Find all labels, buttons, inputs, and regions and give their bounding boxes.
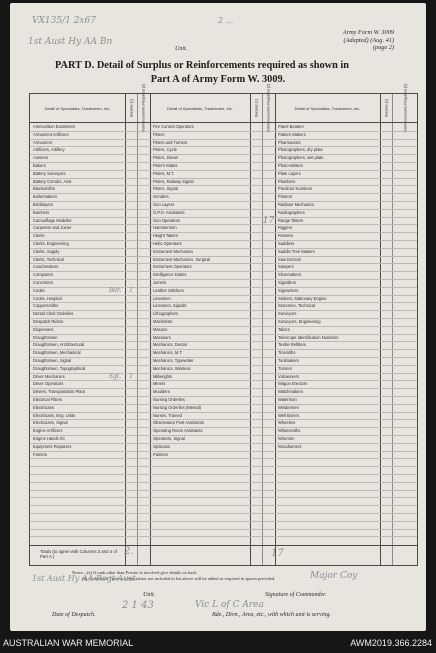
table-row-label: Electrical Fitters bbox=[33, 397, 63, 402]
table-row-label: Storemen, Technical bbox=[278, 303, 316, 309]
table-row-label: Saw Doctors bbox=[278, 256, 302, 262]
table-row-label: Intelligence Duties bbox=[153, 272, 187, 278]
table-row-label: Driver Mechanics bbox=[33, 373, 65, 379]
table-row-label: Boilermakers bbox=[33, 194, 57, 200]
table-row-label: Saddlers bbox=[278, 241, 295, 246]
table-row-label: Electricians bbox=[33, 404, 54, 410]
table-row-label: Gun Operators bbox=[153, 217, 181, 223]
note-b: (b) Authorised Trades or Specialists not included in list above will be added as required in spaces provided. bbox=[82, 576, 276, 581]
table-row-label: Driver Operators bbox=[33, 381, 64, 387]
table-row-label: Tinsmiths bbox=[278, 350, 296, 356]
table-row-label: Stokers, Stationary Engine bbox=[278, 295, 327, 301]
handwritten-count: 17 bbox=[262, 215, 275, 226]
form-sheet bbox=[10, 3, 426, 631]
table-row-label: Fitters, Signal bbox=[153, 186, 179, 192]
table-row-label: G.P.O. Assistants bbox=[153, 209, 185, 215]
archive-name: AUSTRALIAN WAR MEMORIAL bbox=[3, 638, 134, 648]
table-row-label: Predictor Numbers bbox=[278, 186, 313, 192]
table-row-label: Draughtsmen, Signal bbox=[33, 358, 72, 363]
handwritten-count: 1 bbox=[129, 372, 133, 380]
table-row-label: Waterman bbox=[278, 397, 297, 402]
total-required-col2: 17 bbox=[271, 548, 284, 559]
col-header-required-2: Reinforcements Required (2) bbox=[266, 83, 271, 133]
table-row-label: Hammermen bbox=[153, 225, 177, 231]
handwritten-footer-unit: 1st Aust Hy AA Regt Aust bbox=[32, 574, 136, 583]
table-row-label: Telescope Identification Numbers bbox=[278, 334, 339, 340]
table-row-label: Draughtsmen, Topographical bbox=[33, 365, 86, 371]
table-row-label: Equipment Repairers bbox=[33, 443, 72, 449]
col-header-surplus-2: Surplus (1) bbox=[254, 98, 259, 118]
table-row-label: Electricians, Eng. Units bbox=[33, 412, 76, 418]
handwritten-unit-name: 1st Aust Hy AA Bn bbox=[28, 37, 113, 47]
table-row-label: Helio Operators bbox=[153, 241, 182, 246]
table-row-label: Clerks, Supply bbox=[33, 248, 60, 254]
table-row-label: Camouflage Modeller bbox=[33, 217, 72, 223]
specialists-table bbox=[29, 83, 418, 566]
table-row-label: Armourers bbox=[33, 139, 53, 145]
col-header-detail-3: Detail of Specialists, Tradesmen, etc. bbox=[294, 105, 361, 111]
handwritten-count: 1 bbox=[129, 286, 133, 294]
form-adaptation: (Adapted) (Aug. 41) bbox=[343, 36, 394, 44]
total-surplus-col1: 2. bbox=[124, 546, 134, 557]
table-row-label: Joiners bbox=[153, 280, 167, 285]
table-row-label: Pattern Makers bbox=[278, 131, 306, 137]
table-row-label: Pharmacists bbox=[278, 139, 301, 145]
table-row-label: Fitter's Mates bbox=[153, 163, 178, 168]
row-divider bbox=[30, 529, 417, 530]
table-row-label: Dental Clerk Orderlies bbox=[33, 311, 74, 317]
table-row-label: Leather Stitchers bbox=[153, 287, 184, 293]
table-row-label: Tailors bbox=[278, 326, 290, 332]
table-row-label: Blacksmiths bbox=[33, 186, 55, 192]
table-row-label: Electricians, Signal bbox=[33, 420, 68, 426]
table-row-label: Engine Artificers bbox=[33, 428, 63, 434]
row-divider bbox=[30, 466, 417, 467]
table-row-label: Panel Beaters bbox=[278, 124, 304, 129]
table-row-label: Battery Surveyors bbox=[33, 170, 66, 176]
table-row-label: Coachmakers bbox=[33, 264, 59, 270]
table-row-label: Mechanics, Dental bbox=[153, 342, 187, 348]
handwritten-signature: Major Coy bbox=[310, 571, 358, 581]
table-row-label: Nurses, Trained bbox=[153, 412, 182, 418]
table-row-label: Nursing Orderlies bbox=[153, 397, 185, 402]
table-row-label: Carpenter and Joiner bbox=[33, 225, 72, 231]
table-row-label: Draughtsmen, Arch/Sectural bbox=[33, 342, 85, 348]
table-row-label: Cooks bbox=[33, 287, 45, 293]
table-row-label: Engine Hands I/C bbox=[33, 436, 66, 441]
table-row-label: Photo-Writers bbox=[278, 163, 303, 168]
footer-formation-label: Bde., Divn., Area, etc., with which unit is serving. bbox=[212, 612, 331, 618]
table-row-label: Plumbers bbox=[278, 178, 296, 184]
handwritten-formation: Vic L of C Area bbox=[195, 600, 264, 610]
table-row-label: Linesmen bbox=[153, 295, 171, 301]
col-header-required-1: Reinforcements Required (2) bbox=[141, 83, 146, 133]
table-row-label: Whitesmiths bbox=[278, 428, 301, 434]
table-row-label: Miners bbox=[153, 381, 166, 387]
table-row-label: Watchmakers bbox=[278, 389, 303, 395]
col-header-detail-1: Detail of Specialists, Tradesmen, etc. bbox=[44, 105, 111, 111]
table-row-label: Textile Refitters bbox=[278, 342, 306, 348]
table-row-label: Fitters bbox=[153, 131, 165, 137]
row-divider bbox=[30, 521, 417, 522]
table-row-label: Axemen bbox=[33, 155, 49, 161]
table-row-label: Fitters, M.T. bbox=[153, 170, 175, 176]
row-divider bbox=[30, 482, 417, 483]
handwritten-count: Sgt. bbox=[108, 372, 122, 380]
col-header-surplus-1: Surplus (1) bbox=[129, 98, 134, 118]
table-row-label: Mechanics, Typewriter bbox=[153, 358, 194, 363]
unit-label-top: Unit. bbox=[175, 46, 188, 52]
handwritten-count: Bdr. bbox=[108, 286, 122, 294]
table-row-label: Draughtsmen bbox=[33, 334, 58, 340]
table-row-label: Radiator Mechanics bbox=[278, 202, 315, 207]
table-row-label: Linesmen, Signals bbox=[153, 303, 187, 309]
table-row-label: Lithographers bbox=[153, 311, 179, 317]
table-row-label: Mechanics, Wireless bbox=[153, 365, 191, 371]
table-row-label: Vulcanisers bbox=[278, 373, 300, 379]
table-row-label: Cooks, Hospital bbox=[33, 295, 62, 301]
table-row-label: Toolmakers bbox=[278, 358, 299, 363]
table-row-label: Fitters, Railway Signal bbox=[153, 178, 194, 184]
table-row-label: Dispensers bbox=[33, 326, 54, 332]
table-row-label: Fitters, Diesel bbox=[153, 155, 179, 161]
form-number: Army Form W. 3009 bbox=[342, 29, 394, 36]
table-row-label: Farriers bbox=[33, 451, 48, 457]
form-reference bbox=[343, 29, 394, 52]
table-row-label: Printers bbox=[278, 194, 293, 200]
table-row-label: Wiremen bbox=[278, 436, 295, 441]
table-row-label: Operating Room Assistants bbox=[153, 428, 203, 434]
col-header-required-3: Reinforcements Required (2) bbox=[403, 83, 407, 133]
table-row-label: Despatch Riders bbox=[33, 319, 64, 324]
table-row-label: Wheelers bbox=[278, 420, 296, 426]
table-row-label: Mechanics, M.T. bbox=[153, 350, 183, 356]
table-row-label: Height Takers bbox=[153, 233, 178, 239]
table-row-label: Radiographers bbox=[278, 209, 305, 215]
table-row-label: Operators, Signal bbox=[153, 436, 185, 441]
table-row-label: Fitters, Cycle bbox=[153, 147, 177, 153]
footer-date-label: Date of Despatch. bbox=[52, 612, 96, 618]
table-row-label: Plate Layers bbox=[278, 170, 301, 176]
table-row-label: Clerks, Technical bbox=[33, 256, 64, 262]
table-row-label: Surveyors, Engineering bbox=[278, 319, 321, 324]
col-header-detail-2: Detail of Specialists, Tradesmen, etc. bbox=[167, 105, 233, 111]
row-divider bbox=[30, 474, 417, 475]
table-row-label: Drivers, Transportation Plant bbox=[33, 389, 85, 395]
table-row-label: Fitters and Turners bbox=[153, 139, 188, 145]
table-row-label: Instrument Mechanics bbox=[153, 248, 194, 254]
table-row-label: Masseurs bbox=[153, 334, 171, 340]
table-row-label: Signwriters bbox=[278, 287, 299, 293]
table-row-label: Wagon Erectors bbox=[278, 381, 308, 387]
table-row-label: Battery Comdrs. Asst. bbox=[33, 178, 73, 184]
handwritten-despatch-date: 2 1 43 bbox=[122, 600, 154, 611]
table-row-label: Riveters bbox=[278, 233, 294, 239]
table-row-label: Grinders bbox=[153, 194, 169, 200]
footer-signature-label: Signature of Commander. bbox=[265, 592, 327, 598]
table-row-label: Observation Post Assistants bbox=[153, 420, 204, 426]
form-title-line1: PART D. Detail of Surplus or Reinforcements required as shown in bbox=[55, 60, 349, 71]
table-row-label: Concreters bbox=[33, 280, 54, 285]
table-row-label: Clerks, Engineering bbox=[33, 241, 69, 246]
row-divider bbox=[30, 497, 417, 498]
row-divider bbox=[30, 513, 417, 514]
table-row-label: Ammunition Examiners bbox=[33, 124, 76, 129]
table-row-label: Millwrights bbox=[153, 373, 173, 379]
table-row-label: Photographers, dry plate bbox=[278, 147, 323, 153]
archive-accession: AWM2019.366.2284 bbox=[350, 638, 432, 648]
table-row-label: Signallers bbox=[278, 280, 296, 285]
handwritten-unit-code: VX135/1 2x67 bbox=[32, 16, 96, 26]
table-row-label: Surveyors bbox=[278, 311, 297, 317]
table-row-label: Saddle Tree Makers bbox=[278, 248, 315, 254]
table-row-label: Nursing Orderlies (Mental) bbox=[153, 404, 202, 410]
table-row-label: Riggers bbox=[278, 225, 293, 231]
table-row-label: Woodturners bbox=[278, 443, 302, 449]
table-row-label: Sawyers bbox=[278, 264, 294, 270]
table-row-label: Masons bbox=[153, 326, 168, 332]
form-title-line2: Part A of Army Form W. 3009. bbox=[150, 74, 286, 85]
table-row-label: Well Borers bbox=[278, 412, 300, 418]
note-a: Notes—(a) If rank other than Private is involved give details on back. bbox=[72, 570, 198, 575]
table-row-label: Armament Artificers bbox=[33, 131, 69, 137]
table-row-label: Shoemakers bbox=[278, 272, 301, 278]
table-row-label: Draughtsmen, Mechanical bbox=[33, 350, 81, 356]
table-row-label: Weldermen bbox=[278, 404, 299, 410]
table-row-label: Clerks bbox=[33, 233, 45, 239]
row-divider bbox=[30, 490, 417, 491]
table-row-label: Artificers, Artillery bbox=[33, 147, 65, 153]
form-page: (page 2) bbox=[372, 44, 394, 52]
table-row-label: Machinists bbox=[153, 319, 173, 324]
table-row-label: Instrument Mechanics, Surgical bbox=[153, 256, 211, 262]
table-row-label: Range Takers bbox=[278, 217, 304, 223]
table-row-label: Fire Control Operators bbox=[153, 124, 194, 129]
col-header-surplus-3: Surplus (1) bbox=[384, 98, 389, 118]
table-row-label: Painters bbox=[153, 451, 169, 457]
table-row-label: Bricklayers bbox=[33, 202, 54, 207]
row-divider bbox=[30, 505, 417, 506]
table-row-label: Bakers bbox=[33, 163, 46, 168]
table-row-label: Coppersmiths bbox=[33, 303, 59, 309]
table-row-label: Instrument Operators bbox=[153, 264, 192, 270]
table-row-label: Moulders bbox=[153, 389, 170, 395]
totals-label: Totals (to agree with Columns 3 and 4 of Part A.) bbox=[40, 549, 117, 559]
table-row-label: Gun Layers bbox=[153, 202, 175, 207]
table-row-label: Turners bbox=[278, 365, 292, 371]
archive-caption bbox=[0, 638, 436, 650]
table-row-label: Butchers bbox=[33, 209, 50, 215]
handwritten-top-mark: 2 ... bbox=[218, 16, 234, 25]
table-row-label: Photographers, wet plate bbox=[278, 155, 324, 161]
table-row-label: Computers bbox=[33, 272, 54, 278]
table-row-label: Opticians bbox=[153, 443, 171, 449]
row-divider bbox=[30, 536, 417, 537]
footer-unit-label: Unit. bbox=[143, 592, 156, 598]
